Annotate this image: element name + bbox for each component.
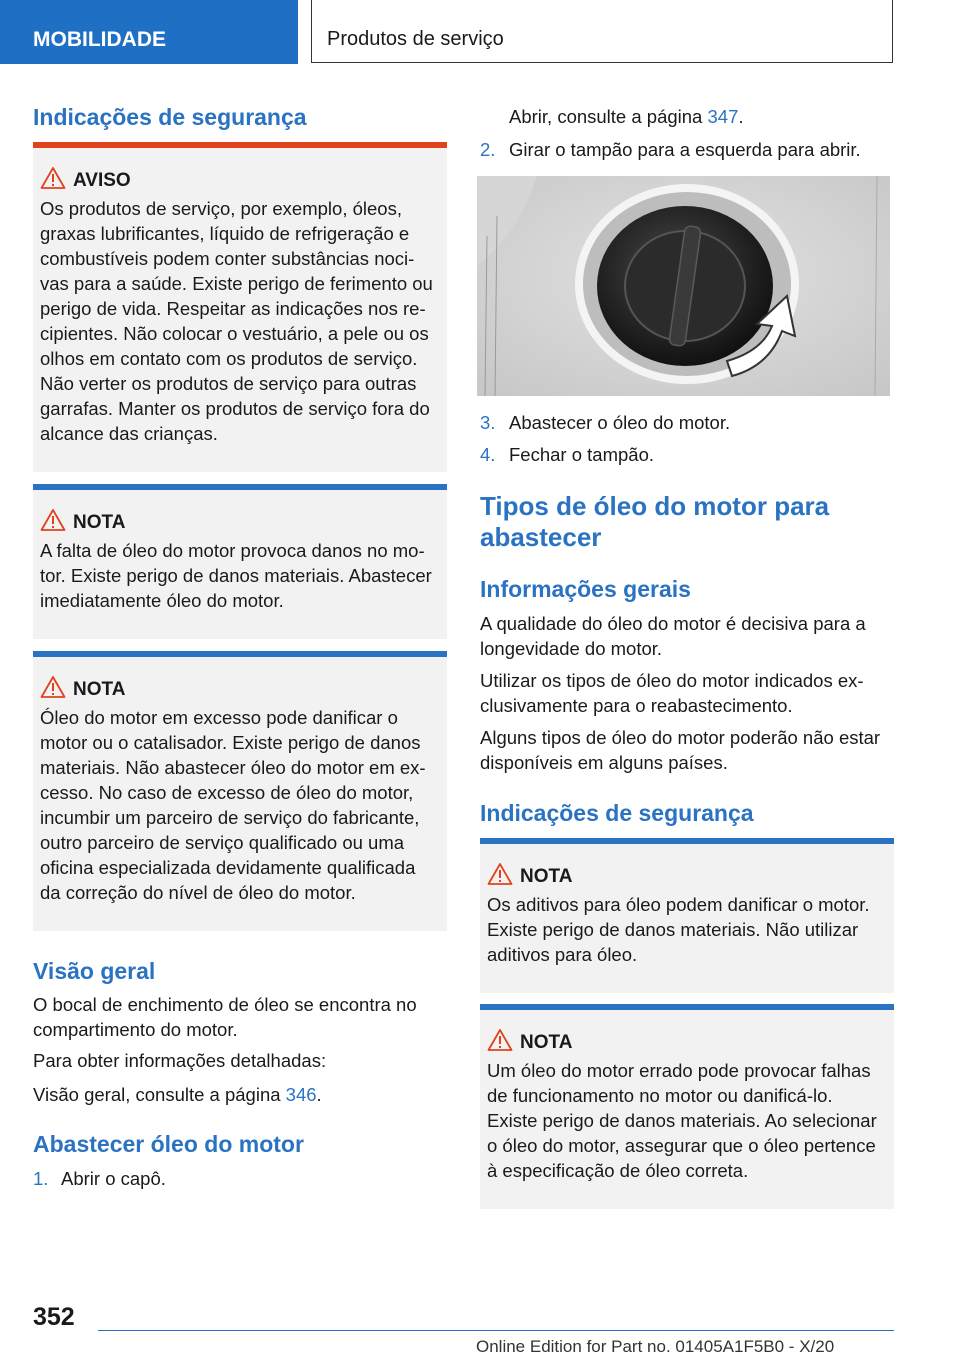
- note-box: [480, 1004, 894, 1209]
- caution-icon: [40, 508, 66, 532]
- caution-icon: [40, 675, 66, 699]
- footer-edition: Online Edition for Part no. 01405A1F5B0 - X/20: [476, 1337, 835, 1356]
- overview-paragraph: Para obter informações detalhadas:: [33, 1050, 327, 1071]
- page-link-346[interactable]: 346: [285, 1084, 317, 1105]
- note-box: [33, 484, 447, 639]
- overview-reference: Visão geral, consulte a página 346.: [33, 1084, 322, 1105]
- note-title: NOTA: [73, 679, 126, 700]
- heading-safety: Indicações de segurança: [480, 800, 754, 826]
- heading-fill-oil: Abastecer óleo do motor: [33, 1131, 304, 1157]
- heading-general-info: Informações gerais: [480, 576, 691, 602]
- warning-bar: [33, 142, 447, 148]
- warning-text: Os produtos de serviço, por exemplo, óleos, graxas lubrificantes, líquido de refrigeração e combustíveis podem conter substâncias noci- vas para a saúde. Existe perigo de ferimento ou perigo de vida. Respeitar as indicações nos re- cipientes. Não colocar o vestuário, a pele ou os olhos em contato com os produtos de serviço. Não verter os produtos de serviço para outras garrafas. Manter os produtos de serviço fora do alcance das crianças.: [40, 198, 433, 444]
- oil-filler-cap-image: [477, 176, 890, 396]
- step-text: Fechar o tampão.: [509, 444, 654, 465]
- heading-safety: Indicações de segurança: [33, 104, 307, 130]
- step-text: Girar o tampão para a esquerda para abrir.: [509, 139, 861, 160]
- note-title: NOTA: [520, 866, 573, 887]
- warning-icon: [40, 166, 66, 190]
- heading-overview: Visão geral: [33, 958, 156, 984]
- note-box: [480, 838, 894, 993]
- page-link-347[interactable]: 347: [707, 106, 739, 127]
- step-text: Abastecer o óleo do motor.: [509, 412, 731, 433]
- info-paragraph: A qualidade do óleo do motor é decisiva para a longevidade do motor.: [480, 613, 866, 659]
- step-text: Abrir o capô.: [61, 1168, 166, 1189]
- note-text: Os aditivos para óleo podem danificar o motor. Existe perigo de danos materiais. Não utilizar aditivos para óleo.: [487, 894, 870, 965]
- page-number: 352: [33, 1303, 75, 1331]
- caution-icon: [487, 862, 513, 886]
- note-text: Óleo do motor em excesso pode danificar o motor ou o catalisador. Existe perigo de danos materiais. Não abastecer óleo do motor em ex- cesso. No caso de excesso de óleo do motor, incumbir um parceiro de serviço do fabricante, outro parceiro de serviço qualificado ou uma oficina especializada devidamente qualificada da correção do nível de óleo do motor.: [40, 707, 426, 903]
- step-number: 4.: [480, 444, 496, 465]
- footer-rule: [98, 1330, 894, 1331]
- note-title: NOTA: [73, 512, 126, 533]
- note-text: A falta de óleo do motor provoca danos no mo- tor. Existe perigo de danos materiais. Abastecer imediatamente óleo do motor.: [40, 540, 432, 611]
- section-title: MOBILIDADE: [33, 28, 166, 51]
- step-number: 3.: [480, 412, 496, 433]
- info-paragraph: Utilizar os tipos de óleo do motor indicados ex- clusivamente para o reabastecimento.: [480, 670, 864, 716]
- note-box: [33, 651, 447, 931]
- warning-title: AVISO: [73, 170, 131, 191]
- heading-oil-types: Tipos de óleo do motor para abastecer: [480, 491, 830, 552]
- chapter-tab: [311, 0, 893, 63]
- info-paragraph: Alguns tipos de óleo do motor poderão não estar disponíveis em alguns países.: [480, 727, 881, 773]
- chapter-title: Produtos de serviço: [327, 28, 504, 50]
- section-tab: [0, 0, 298, 64]
- note-title: NOTA: [520, 1032, 573, 1053]
- step-number: 2.: [480, 139, 496, 160]
- warning-box: [33, 142, 447, 472]
- step-number: 1.: [33, 1168, 49, 1189]
- overview-paragraph: O bocal de enchimento de óleo se encontra no compartimento do motor.: [33, 994, 417, 1040]
- note-text: Um óleo do motor errado pode provocar falhas de funcionamento no motor ou danificá-lo. Existe perigo de danos materiais. Ao selecionar o óleo do motor, assegurar que o óleo pertence à especificação de óleo correta.: [487, 1060, 877, 1181]
- caution-icon: [487, 1028, 513, 1052]
- step-text: Abrir, consulte a página 347.: [509, 106, 744, 127]
